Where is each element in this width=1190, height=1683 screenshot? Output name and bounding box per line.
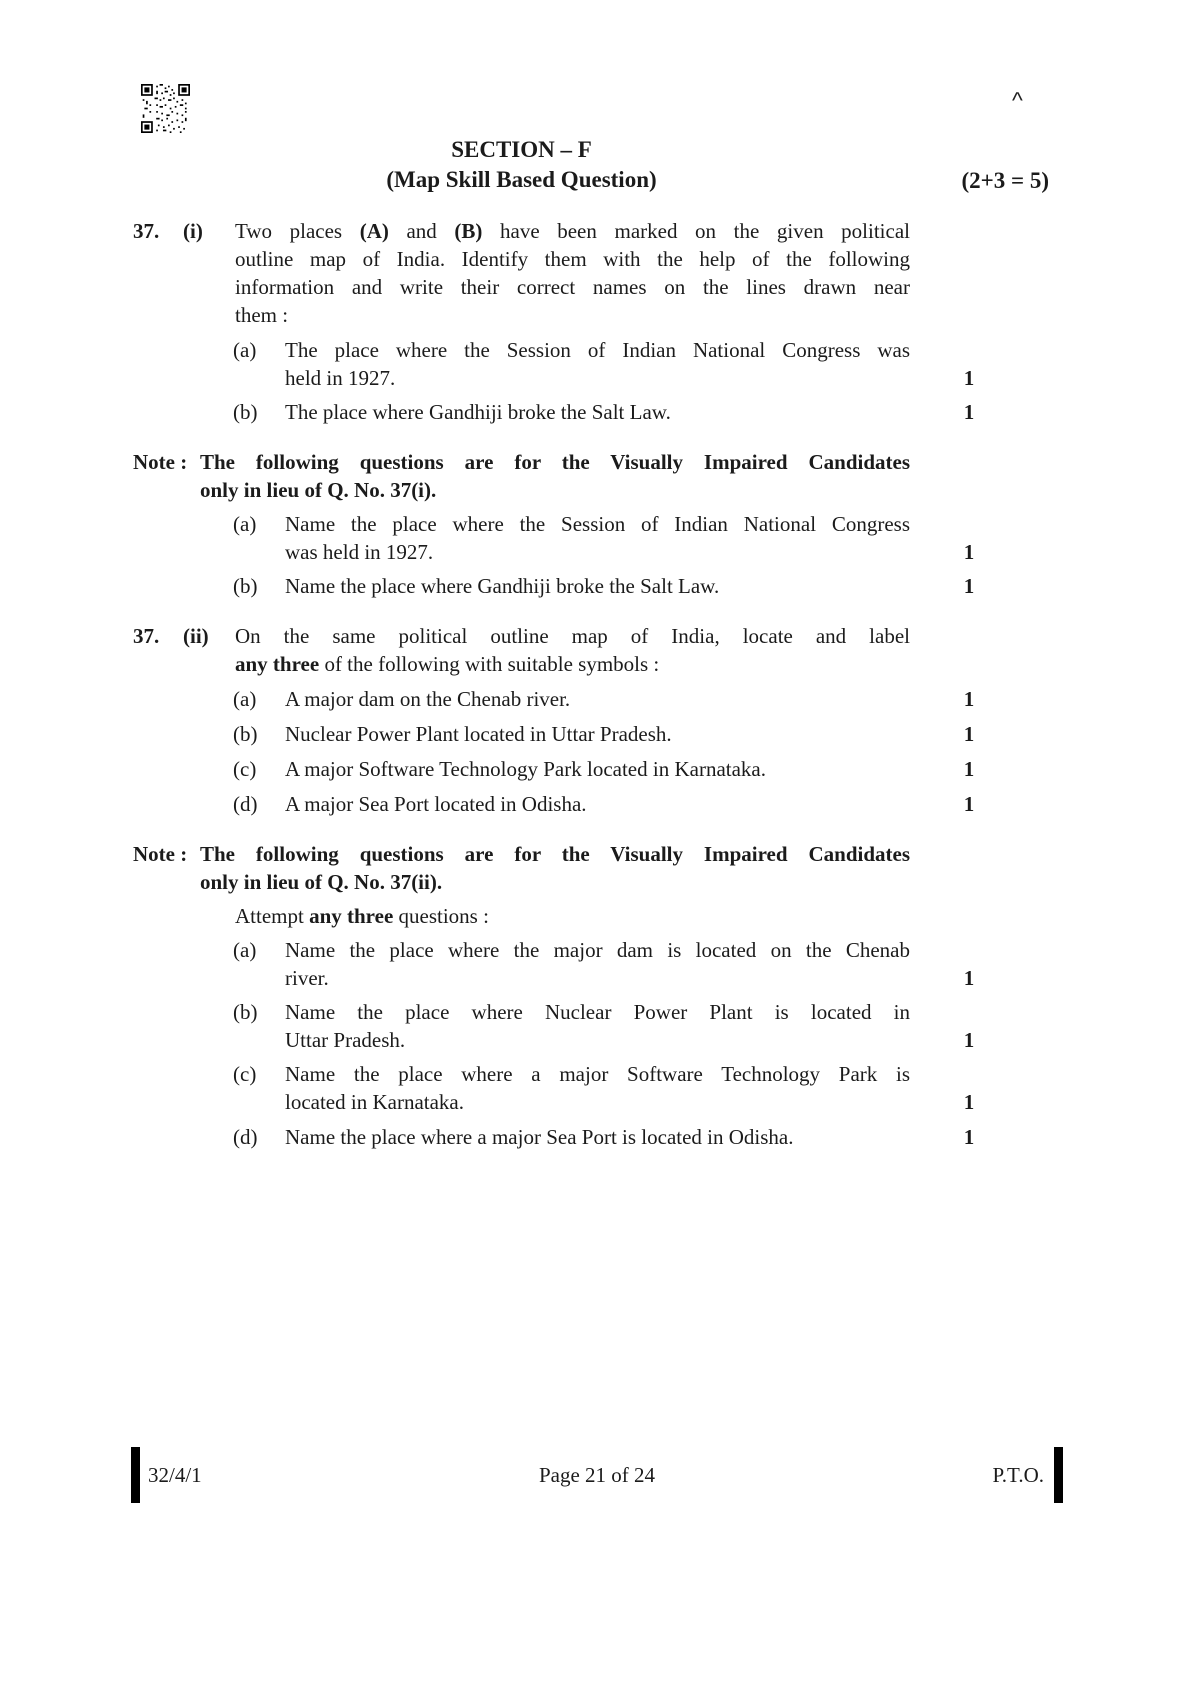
item-text bbox=[285, 998, 910, 1054]
question-intro-text bbox=[235, 217, 910, 329]
question-number: 37. bbox=[133, 219, 160, 243]
caret-mark: ^ bbox=[1012, 87, 1023, 113]
question-item-37ii-c bbox=[133, 755, 1063, 783]
item-text bbox=[285, 398, 910, 426]
note-label: Note : bbox=[133, 450, 188, 474]
note-text bbox=[200, 448, 910, 504]
place-a-label: (A) bbox=[359, 219, 389, 243]
note-37ii bbox=[133, 840, 1063, 896]
marks-value: 1 bbox=[963, 574, 975, 598]
paper-code: 32/4/1 bbox=[148, 1463, 202, 1487]
intro-text: have been marked on the given political bbox=[482, 219, 910, 243]
intro-line bbox=[235, 217, 910, 245]
intro-text: and bbox=[388, 219, 455, 243]
section-title: SECTION – F bbox=[451, 137, 592, 162]
note-line: The following questions are for the Visually Impaired Candidates bbox=[200, 842, 910, 866]
marks-value: 1 bbox=[963, 540, 975, 564]
any-three-emphasis: any three bbox=[309, 904, 394, 928]
attempt-text: Attempt bbox=[235, 904, 310, 928]
item-line: river. bbox=[285, 966, 329, 990]
item-line: located in Karnataka. bbox=[285, 1090, 464, 1114]
intro-line: outline map of India. Identify them with the help of the following bbox=[235, 247, 910, 271]
question-item-note1-a bbox=[133, 510, 1063, 566]
item-label: (a) bbox=[233, 687, 257, 711]
question-intro-text bbox=[235, 622, 910, 678]
question-item-note1-b bbox=[133, 572, 1063, 600]
item-text bbox=[285, 755, 910, 783]
question-part: (i) bbox=[183, 219, 203, 243]
footer-left-bar bbox=[131, 1447, 140, 1503]
marks-value: 1 bbox=[963, 792, 975, 816]
item-label: (c) bbox=[233, 1062, 257, 1086]
intro-line: information and write their correct names on the lines drawn near bbox=[235, 275, 910, 299]
question-item-37i-b bbox=[133, 398, 1063, 426]
marks-value: 1 bbox=[963, 366, 975, 390]
question-item-note2-c bbox=[133, 1060, 1063, 1116]
item-line: Name the place where the Session of Indian National Congress bbox=[285, 512, 910, 536]
page-footer bbox=[131, 1447, 1063, 1503]
item-text bbox=[285, 685, 910, 713]
any-three-emphasis: any three bbox=[235, 652, 320, 676]
marks-value: 1 bbox=[963, 687, 975, 711]
intro-line: them : bbox=[235, 303, 289, 327]
item-line: The place where the Session of Indian National Congress was bbox=[285, 338, 910, 362]
item-text bbox=[285, 336, 910, 392]
question-item-37ii-a bbox=[133, 685, 1063, 713]
item-text bbox=[285, 510, 910, 566]
item-label: (a) bbox=[233, 338, 257, 362]
qr-code-icon bbox=[140, 84, 191, 133]
note-label: Note : bbox=[133, 842, 188, 866]
item-line: Name the place where Gandhiji broke the Salt Law. bbox=[285, 574, 720, 598]
item-line: Name the place where Nuclear Power Plant is located in bbox=[285, 1000, 910, 1024]
question-item-37ii-d bbox=[133, 790, 1063, 818]
intro-text: of the following with suitable symbols : bbox=[319, 652, 660, 676]
question-item-37i-a bbox=[133, 336, 1063, 392]
section-subtitle: (Map Skill Based Question) bbox=[386, 167, 657, 192]
marks-value: 1 bbox=[963, 757, 975, 781]
paper-content bbox=[133, 135, 1063, 1151]
question-37i bbox=[133, 217, 1063, 329]
page-number: Page 21 of 24 bbox=[538, 1463, 656, 1487]
item-label: (a) bbox=[233, 512, 257, 536]
item-label: (d) bbox=[233, 792, 258, 816]
question-item-37ii-b bbox=[133, 720, 1063, 748]
question-item-note2-a bbox=[133, 936, 1063, 992]
attempt-text: questions : bbox=[393, 904, 489, 928]
item-text bbox=[285, 572, 910, 600]
marks-value: 1 bbox=[963, 1028, 975, 1052]
item-line: Uttar Pradesh. bbox=[285, 1028, 406, 1052]
item-line: Nuclear Power Plant located in Uttar Pradesh. bbox=[285, 722, 672, 746]
note-line: only in lieu of Q. No. 37(i). bbox=[200, 478, 437, 502]
item-label: (b) bbox=[233, 722, 258, 746]
note-line: only in lieu of Q. No. 37(ii). bbox=[200, 870, 443, 894]
intro-text: Two places bbox=[235, 219, 360, 243]
item-line: Name the place where a major Sea Port is located in Odisha. bbox=[285, 1125, 794, 1149]
attempt-instruction bbox=[235, 902, 910, 930]
item-label: (c) bbox=[233, 757, 257, 781]
note-text bbox=[200, 840, 910, 896]
item-label: (b) bbox=[233, 400, 258, 424]
item-line: Name the place where a major Software Technology Park is bbox=[285, 1062, 910, 1086]
marks-value: 1 bbox=[963, 400, 975, 424]
footer-right-bar bbox=[1054, 1447, 1063, 1503]
note-37i bbox=[133, 448, 1063, 504]
item-line: Name the place where the major dam is located on the Chenab bbox=[285, 938, 910, 962]
item-text bbox=[285, 936, 910, 992]
question-part: (ii) bbox=[183, 624, 209, 648]
item-text bbox=[285, 720, 910, 748]
item-line: was held in 1927. bbox=[285, 540, 434, 564]
intro-line bbox=[235, 650, 910, 678]
item-text bbox=[285, 1123, 910, 1151]
question-item-note2-d bbox=[133, 1123, 1063, 1151]
item-line: The place where Gandhiji broke the Salt Law. bbox=[285, 400, 671, 424]
item-label: (d) bbox=[233, 1125, 258, 1149]
item-text bbox=[285, 1060, 910, 1116]
item-text bbox=[285, 790, 910, 818]
place-b-label: (B) bbox=[454, 219, 483, 243]
marks-value: 1 bbox=[963, 1090, 975, 1114]
attempt-instruction-row bbox=[133, 902, 1063, 930]
marks-value: 1 bbox=[963, 1125, 975, 1149]
item-label: (a) bbox=[233, 938, 257, 962]
question-item-note2-b bbox=[133, 998, 1063, 1054]
intro-line: On the same political outline map of India, locate and label bbox=[235, 624, 910, 648]
section-header bbox=[133, 135, 1063, 195]
item-line: held in 1927. bbox=[285, 366, 396, 390]
item-label: (b) bbox=[233, 574, 258, 598]
marks-value: 1 bbox=[963, 966, 975, 990]
item-line: A major Sea Port located in Odisha. bbox=[285, 792, 587, 816]
question-37ii bbox=[133, 622, 1063, 678]
question-number: 37. bbox=[133, 624, 160, 648]
section-marks-total: (2+3 = 5) bbox=[961, 168, 1049, 193]
pto-label: P.T.O. bbox=[992, 1463, 1044, 1487]
item-line: A major dam on the Chenab river. bbox=[285, 687, 571, 711]
item-line: A major Software Technology Park located in Karnataka. bbox=[285, 757, 766, 781]
note-line: The following questions are for the Visually Impaired Candidates bbox=[200, 450, 910, 474]
marks-value: 1 bbox=[963, 722, 975, 746]
item-label: (b) bbox=[233, 1000, 258, 1024]
